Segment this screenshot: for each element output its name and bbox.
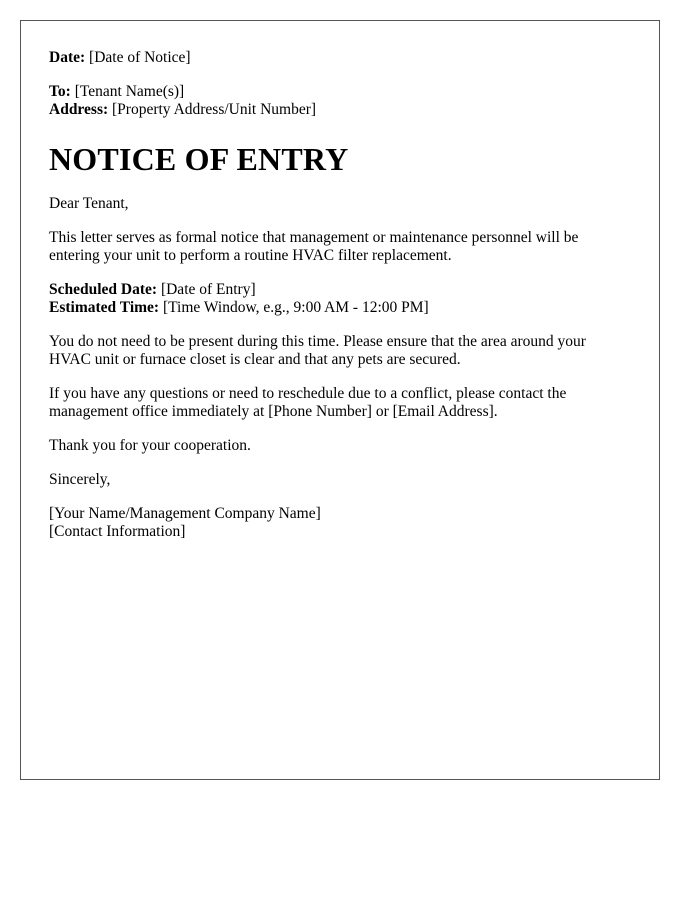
recipient-block bbox=[49, 83, 631, 119]
signer-contact: [Contact Information] bbox=[49, 523, 186, 540]
address-label: Address: bbox=[49, 101, 109, 118]
scheduled-date-label: Scheduled Date: bbox=[49, 281, 158, 298]
to-line bbox=[49, 83, 631, 101]
estimated-time-line bbox=[49, 299, 631, 317]
address-line bbox=[49, 101, 631, 119]
to-label: To: bbox=[49, 83, 71, 100]
letter-page bbox=[20, 20, 660, 780]
intro-paragraph: This letter serves as formal notice that management or maintenance personnel will be entering your unit to perform a routine HVAC filter replacement. bbox=[49, 229, 579, 264]
presence-paragraph: You do not need to be present during this time. Please ensure that the area around your HVAC unit or furnace closet is clear and that any pets are secured. bbox=[49, 333, 586, 368]
thanks-paragraph: Thank you for your cooperation. bbox=[49, 437, 251, 454]
estimated-time-value: [Time Window, e.g., 9:00 AM - 12:00 PM] bbox=[162, 299, 429, 316]
date-label: Date: bbox=[49, 49, 86, 66]
date-value: [Date of Notice] bbox=[89, 49, 191, 66]
date-line bbox=[49, 49, 631, 67]
document-title: NOTICE OF ENTRY bbox=[49, 141, 349, 177]
signer-name: [Your Name/Management Company Name] bbox=[49, 505, 321, 522]
schedule-block bbox=[49, 281, 631, 317]
sign-off: Sincerely, bbox=[49, 471, 111, 488]
scheduled-date-value: [Date of Entry] bbox=[160, 281, 256, 298]
salutation: Dear Tenant, bbox=[49, 195, 129, 212]
questions-paragraph: If you have any questions or need to reschedule due to a conflict, please contact the management office immediately at [Phone Number] or [Email Address]. bbox=[49, 385, 567, 420]
estimated-time-label: Estimated Time: bbox=[49, 299, 160, 316]
address-value: [Property Address/Unit Number] bbox=[112, 101, 317, 118]
scheduled-date-line bbox=[49, 281, 631, 299]
signature-block bbox=[49, 505, 631, 541]
to-value: [Tenant Name(s)] bbox=[74, 83, 185, 100]
